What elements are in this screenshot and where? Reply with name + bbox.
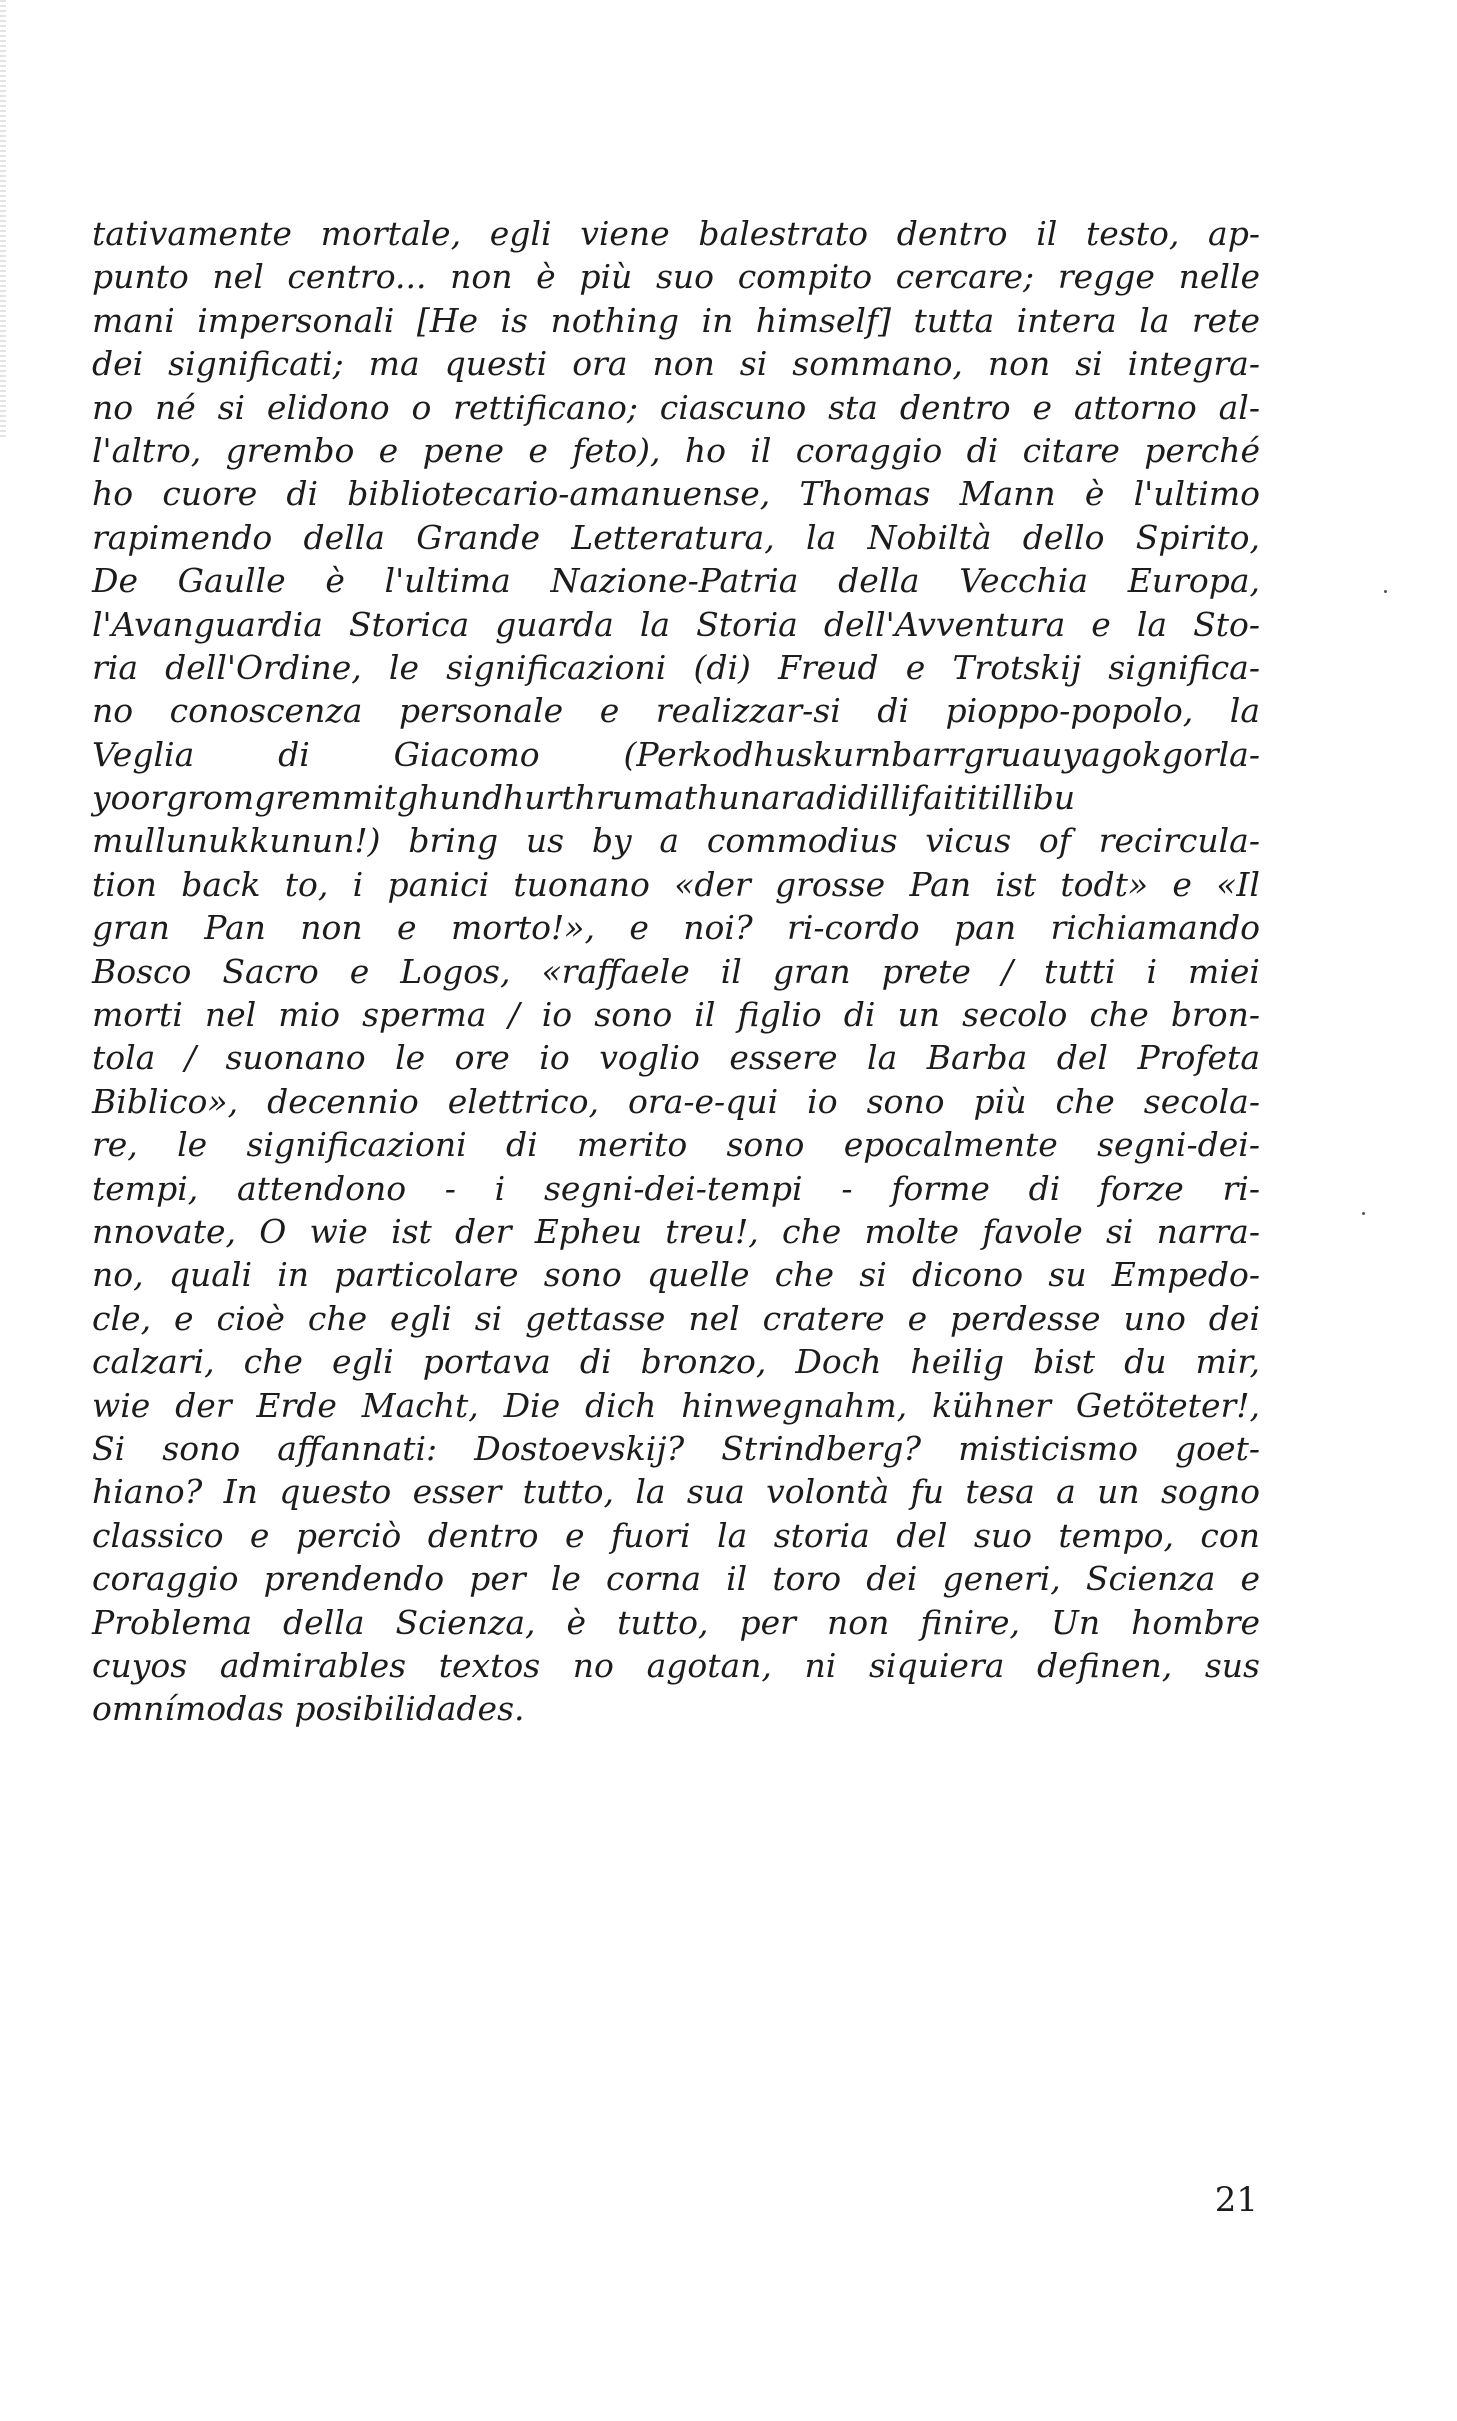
text-line: tativamente mortale, egli viene balestrato dentro il testo, ap- <box>92 214 1260 253</box>
text-line: ho cuore di bibliotecario-amanuense, Thomas Mann è l'ultimo <box>92 474 1260 514</box>
text-line: Si sono affannati: Dostoevskij? Strindberg? misticismo goet- <box>92 1428 1260 1468</box>
scan-speck <box>1362 1212 1365 1215</box>
text-line: yoorgromgremmitghundhurthrumathunaradidillifaititillibu <box>92 778 1076 818</box>
text-line: punto nel centro... non è più suo compito cercare; regge nelle <box>92 257 1260 297</box>
text-line: wie der Erde Macht, Die dich hinwegnahm, kühner Getöteter!, <box>92 1385 1260 1425</box>
text-line: nnovate, O wie ist der Epheu treu!, che molte favole si narra- <box>92 1211 1260 1251</box>
text-line: morti nel mio sperma / io sono il figlio di un secolo che bron- <box>92 995 1260 1035</box>
text-line: no conoscenza personale e realizzar-si di pioppo-popolo, la <box>92 691 1260 731</box>
page-number: 21 <box>1214 2180 1258 2220</box>
text-line: l'altro, grembo e pene e feto), ho il coraggio di citare perché <box>92 430 1260 470</box>
scan-speck <box>1384 590 1387 593</box>
text-line: calzari, che egli portava di bronzo, Doch heilig bist du mir, <box>92 1342 1260 1382</box>
text-line: rapimendo della Grande Letteratura, la Nobiltà dello Spirito, <box>92 517 1260 557</box>
text-line: Problema della Scienza, è tutto, per non finire, Un hombre <box>92 1602 1260 1642</box>
text-line-final: omnímodas posibilidades. <box>92 1689 525 1729</box>
text-line: gran Pan non e morto!», e noi? ri-cordo pan richiamando <box>92 908 1260 948</box>
text-line: l'Avanguardia Storica guarda la Storia dell'Avventura e la Sto- <box>92 604 1260 644</box>
text-line: Biblico», decennio elettrico, ora-e-qui io sono più che secola- <box>92 1081 1260 1121</box>
text-line: coraggio prendendo per le corna il toro dei generi, Scienza e <box>92 1559 1260 1599</box>
text-line: Bosco Sacro e Logos, «raffaele il gran prete / tutti i miei <box>92 951 1260 991</box>
text-line: mani impersonali [He is nothing in himself] tutta intera la rete <box>92 300 1260 340</box>
text-line: re, le significazioni di merito sono epocalmente segni-dei- <box>92 1125 1260 1165</box>
text-line: classico e perciò dentro e fuori la storia del suo tempo, con <box>92 1515 1260 1555</box>
text-line: no né si elidono o rettificano; ciascuno sta dentro e attorno al- <box>92 387 1260 427</box>
text-line: cle, e cioè che egli si gettasse nel cratere e perdesse uno dei <box>92 1298 1260 1338</box>
text-line: dei significati; ma questi ora non si sommano, non si integra- <box>92 344 1260 384</box>
body-text <box>92 212 1260 1731</box>
text-line: ria dell'Ordine, le significazioni (di) Freud e Trotskij significa- <box>92 647 1260 687</box>
text-line: tempi, attendono - i segni-dei-tempi - forme di forze ri- <box>92 1168 1260 1208</box>
text-line: cuyos admirables textos no agotan, ni siquiera definen, sus <box>92 1645 1260 1685</box>
text-line: tion back to, i panici tuonano «der grosse Pan ist todt» e «Il <box>92 864 1260 904</box>
text-line: tola / suonano le ore io voglio essere la Barba del Profeta <box>92 1038 1260 1078</box>
text-line: no, quali in particolare sono quelle che si dicono su Empedo- <box>92 1255 1260 1295</box>
text-line: Veglia di Giacomo (Perkodhuskurnbarrgruauyagokgorla- <box>92 734 1260 774</box>
text-line: De Gaulle è l'ultima Nazione-Patria della Vecchia Europa, <box>92 561 1260 601</box>
scan-edge-artifact <box>0 0 6 440</box>
text-line: hiano? In questo esser tutto, la sua volontà fu tesa a un sogno <box>92 1472 1260 1512</box>
text-line: mullunukkunun!) bring us by a commodius vicus of recircula- <box>92 821 1260 861</box>
